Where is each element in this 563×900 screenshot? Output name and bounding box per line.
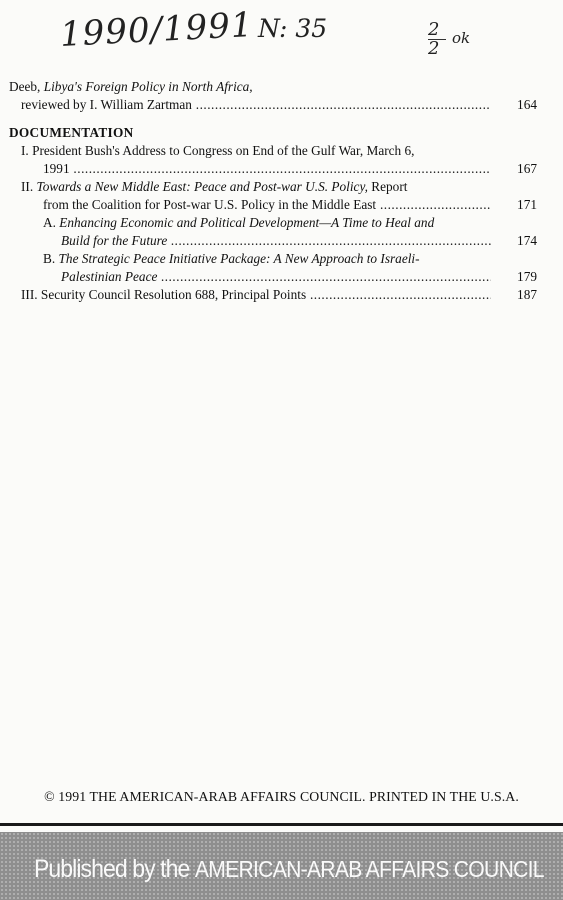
footer-rule — [0, 823, 563, 826]
fraction-bottom: 2 — [428, 38, 440, 59]
table-of-contents — [9, 78, 537, 304]
publisher-line — [34, 855, 544, 884]
toc-entry-3-title: III. Security Council Resolution 688, Principal Points ..... — [21, 286, 491, 304]
handwritten-ok-mark: ok — [452, 29, 471, 47]
toc-entry-review — [9, 78, 537, 114]
toc-entry-2a — [9, 214, 537, 250]
page-number: 179 — [517, 269, 537, 284]
review-reviewer: reviewed by I. William Zartman ..... — [21, 96, 491, 114]
toc-entry-2a-letter: A. — [43, 215, 60, 230]
toc-entry-3 — [9, 286, 537, 304]
toc-entry-2 — [9, 178, 537, 214]
page-number: 171 — [517, 197, 537, 212]
toc-entry-1 — [9, 142, 537, 178]
toc-entry-2-numeral: II. — [21, 179, 37, 194]
toc-entry-2a-title-cont: Build for the Future ..... — [61, 232, 491, 250]
toc-entry-2b-letter: B. — [43, 251, 59, 266]
copyright-notice: © 1991 THE AMERICAN-ARAB AFFAIRS COUNCIL. PRINTED IN THE U.S.A. — [44, 789, 519, 804]
toc-entry-2b-title-cont: Palestinian Peace ..... — [61, 268, 491, 286]
handwritten-fraction — [428, 19, 471, 59]
publisher-prefix: Published by the — [34, 855, 195, 883]
toc-entry-2b-title: The Strategic Peace Initiative Package: A New Approach to Israeli- — [58, 251, 420, 266]
page-number: 187 — [517, 287, 537, 302]
toc-entry-1-title-cont: 1991 ..... — [43, 160, 491, 178]
review-book-title: Libya's Foreign Policy in North Africa, — [43, 79, 253, 94]
publisher-name: AMERICAN-ARAB AFFAIRS COUNCIL — [194, 856, 544, 882]
page-number: 164 — [517, 97, 537, 112]
toc-entry-2-title-rest: Report — [367, 179, 408, 194]
toc-entry-1-title: I. President Bush's Address to Congress on End of the Gulf War, March 6, — [21, 143, 415, 158]
section-heading-documentation: DOCUMENTATION — [9, 125, 134, 140]
toc-entry-2b — [9, 250, 537, 286]
review-author: Deeb, — [9, 79, 44, 94]
toc-entry-2-title-cont: from the Coalition for Post-war U.S. Policy in the Middle East ..... — [43, 196, 491, 214]
page-number: 167 — [517, 161, 537, 176]
handwritten-number: N: 35 — [258, 14, 328, 43]
toc-entry-2a-title: Enhancing Economic and Political Development—A Time to Heal and — [59, 215, 435, 230]
page-number: 174 — [517, 233, 537, 248]
fraction-top: 2 — [428, 19, 440, 40]
toc-entry-2-title: Towards a New Middle East: Peace and Post-war U.S. Policy, — [36, 179, 368, 194]
handwritten-year: 1990/1991 — [59, 4, 255, 56]
